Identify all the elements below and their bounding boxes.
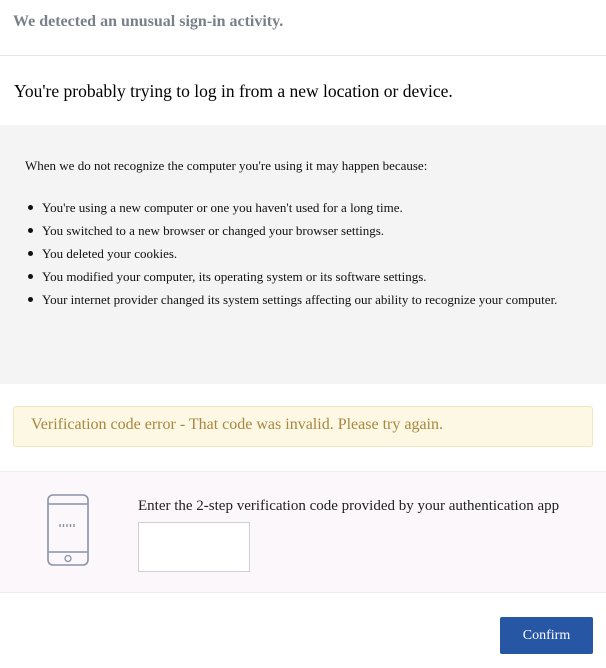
- subheading: [0, 56, 606, 125]
- bullet-icon: [28, 274, 33, 279]
- error-container: [0, 384, 606, 471]
- info-panel: [0, 125, 606, 384]
- bullet-icon: [28, 251, 33, 256]
- info-intro: When we do not recognize the computer you're using it may happen because:: [25, 158, 428, 173]
- bullet-icon: [28, 205, 33, 210]
- reason-text: You're using a new computer or one you haven't used for a long time.: [42, 200, 403, 215]
- footer-actions: [0, 593, 606, 668]
- confirm-button[interactable]: Confirm: [500, 617, 593, 654]
- list-item: [25, 222, 576, 239]
- error-message: Verification code error - That code was invalid. Please try again.: [31, 416, 443, 433]
- verification-code-input[interactable]: [138, 522, 250, 572]
- list-item: [25, 268, 576, 285]
- bullet-icon: [28, 228, 33, 233]
- reason-text: You switched to a new browser or changed your browser settings.: [42, 223, 385, 238]
- error-alert: [13, 406, 593, 447]
- page-header: [0, 0, 606, 56]
- list-item: [25, 245, 576, 262]
- page-title: We detected an unusual sign-in activity.: [13, 13, 284, 30]
- reason-text: You deleted your cookies.: [42, 246, 178, 261]
- verification-code-label: Enter the 2-step verification code provided by your authentication app: [138, 498, 560, 514]
- list-item: [25, 291, 576, 308]
- list-item: [25, 199, 576, 216]
- reason-text: Your internet provider changed its system settings affecting our ability to recognize your computer.: [42, 292, 558, 307]
- bullet-icon: [28, 297, 33, 302]
- subheading-text: You're probably trying to log in from a new location or device.: [14, 81, 453, 101]
- verification-section: [0, 471, 606, 593]
- mobile-phone-icon: [47, 494, 89, 566]
- reason-text: You modified your computer, its operating system or its software settings.: [42, 269, 427, 284]
- reasons-list: [25, 199, 576, 308]
